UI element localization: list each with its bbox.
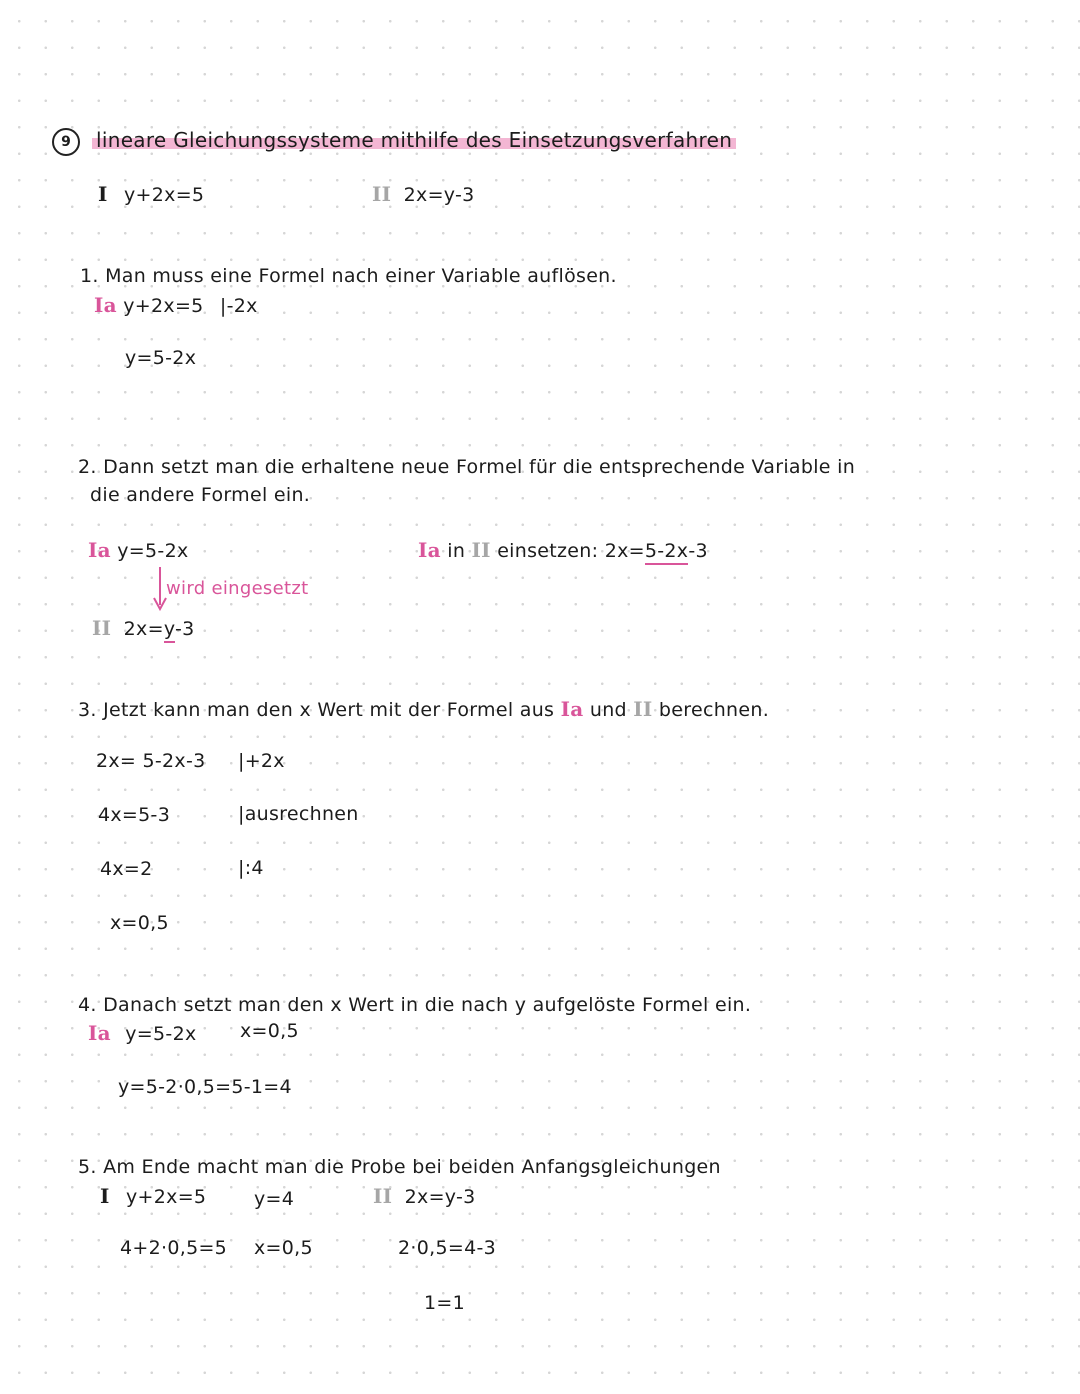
step5-heading: 5. Am Ende macht man die Probe bei beiden Anfangsgleichungen <box>78 1156 721 1178</box>
step2-heading-line2: die andere Formel ein. <box>90 484 311 506</box>
roman-label-2: II <box>372 182 392 206</box>
step4-calculation: y=5-2·0,5=5-1=4 <box>118 1076 292 1098</box>
equation-text: 2x=y-3 <box>403 184 475 206</box>
step3-text-b: berechnen. <box>658 699 770 721</box>
step5-yvalue: y=4 <box>254 1188 295 1210</box>
roman-label-1: I <box>98 182 108 206</box>
step1-result: y=5-2x <box>125 347 197 369</box>
equation-suffix: -3 <box>175 618 195 640</box>
section-number-badge: 9 <box>52 128 80 156</box>
step5-check2: 2·0,5=4-3 <box>398 1237 496 1259</box>
step5-eq2 <box>373 1184 476 1208</box>
label-ia: Ia <box>94 293 117 317</box>
calc-row: 4x=5-3 <box>98 804 171 826</box>
step2-heading-line1: 2. Dann setzt man die erhaltene neue Formel für die entsprechende Variable in <box>78 456 856 478</box>
step3-und: und <box>589 699 627 721</box>
system-eq2 <box>372 182 475 206</box>
step4-xvalue: x=0,5 <box>240 1020 299 1042</box>
title-highlight: lineare Gleichungssysteme mithilfe des Einsetzungsverfahren <box>92 128 736 152</box>
roman-label-2: II <box>373 1184 393 1208</box>
insert-eq-suffix: -3 <box>688 540 708 562</box>
substituted-variable: y <box>164 618 175 643</box>
insert-eq-main: 5-2x <box>645 540 688 565</box>
step3-text-a: 3. Jetzt kann man den x Wert mit der Formel aus <box>78 699 555 721</box>
calc-op: |:4 <box>238 857 264 879</box>
label-ia: Ia <box>88 538 111 562</box>
equation-text: y=5-2x <box>117 540 189 562</box>
system-eq1 <box>98 182 204 206</box>
step3-heading <box>78 697 769 721</box>
label-ia: Ia <box>560 697 584 721</box>
equation-text: y+2x=5 <box>124 184 205 206</box>
step1-heading: 1. Man muss eine Formel nach einer Variable auflösen. <box>80 265 617 287</box>
equation-text: y+2x=5 <box>123 295 204 317</box>
label-ia: Ia <box>418 538 441 562</box>
insert-in-word: in <box>447 540 466 562</box>
step1-equation <box>94 293 258 317</box>
insert-eq-prefix: 2x= <box>604 540 645 562</box>
calc-op: |+2x <box>238 750 285 772</box>
step5-result: 1=1 <box>424 1292 465 1314</box>
roman-label-2: II <box>92 616 112 640</box>
equation-text: y+2x=5 <box>126 1186 207 1208</box>
step4-equation <box>88 1021 197 1045</box>
page-title <box>92 128 736 152</box>
insert-text: einsetzen: <box>497 540 599 562</box>
label-ia: Ia <box>88 1021 111 1045</box>
equation-text: y=5-2x <box>125 1023 197 1045</box>
equation-prefix: 2x= <box>123 618 164 640</box>
step5-eq1 <box>100 1184 206 1208</box>
roman-label-1: I <box>100 1184 110 1208</box>
step2-ia-equation <box>88 538 189 562</box>
calc-op: |ausrechnen <box>238 803 359 825</box>
operation-note: |-2x <box>219 295 258 317</box>
calc-result: x=0,5 <box>110 912 169 934</box>
calc-row: 2x= 5-2x-3 <box>96 750 206 772</box>
step5-xvalue: x=0,5 <box>254 1237 313 1259</box>
equation-text: 2x=y-3 <box>404 1186 476 1208</box>
step2-insertion <box>418 538 708 562</box>
step4-heading: 4. Danach setzt man den x Wert in die nach y aufgelöste Formel ein. <box>78 994 752 1016</box>
step2-ii-equation <box>92 616 195 640</box>
roman-label-2: II <box>633 697 653 721</box>
step5-check1: 4+2·0,5=5 <box>120 1237 228 1259</box>
arrow-note: wird eingesetzt <box>166 578 309 599</box>
calc-row: 4x=2 <box>100 858 153 880</box>
roman-label-2: II <box>471 538 491 562</box>
